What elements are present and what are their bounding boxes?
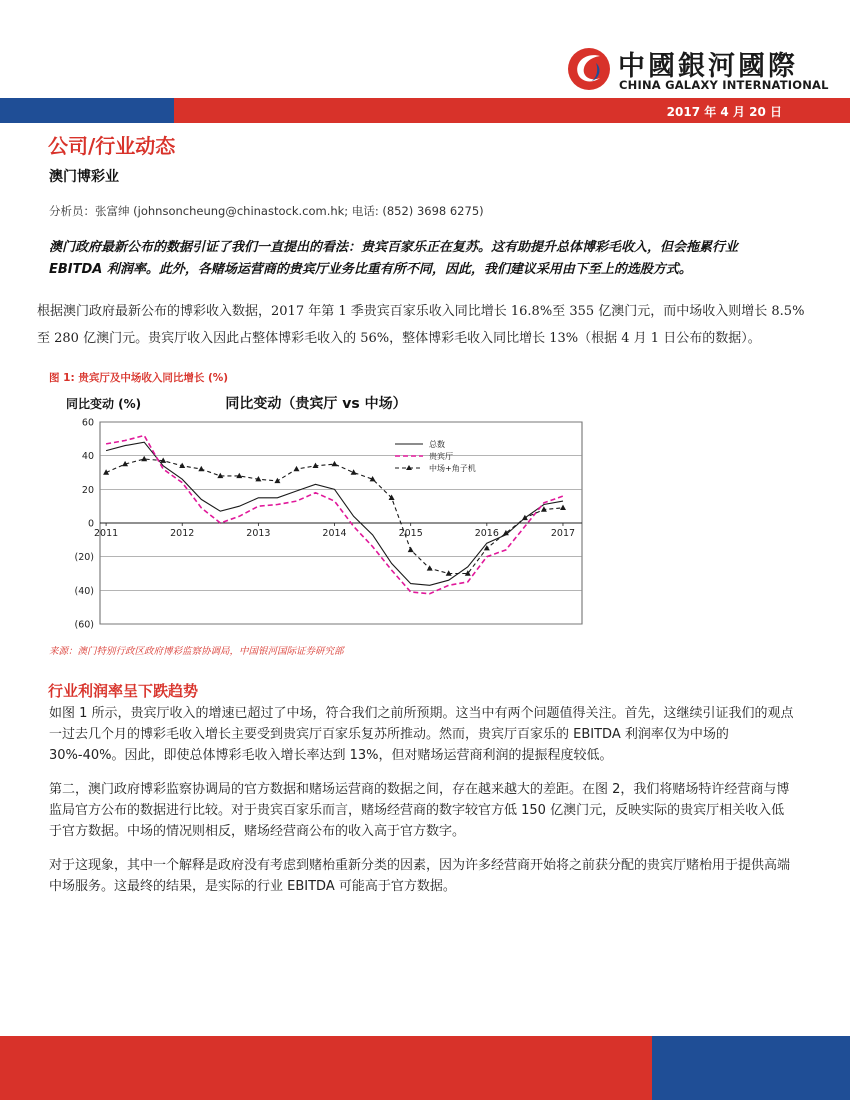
y-tick-label: 20 — [81, 484, 94, 496]
logo-english-name: CHINA GALAXY INTERNATIONAL — [619, 78, 829, 92]
x-tick-label: 2016 — [474, 528, 499, 539]
figure-caption: 图 1: 贵宾厅及中场收入同比增长 (%) — [49, 372, 229, 384]
section-title: 公司/行业动态 — [48, 134, 176, 158]
y-axis-label: 同比变动 (%) — [66, 397, 142, 411]
x-tick-label: 2017 — [550, 528, 576, 539]
intro-paragraph: 根据澳门政府最新公布的博彩收入数据，2017 年第 1 季贵宾百家乐收入同比增长 16.8%至 355 亿澳门元，而中场收入则增长 8.5%至 280 亿澳门元。贵宾厅收入因此占整体博彩毛收入的 56%，整体博彩毛收入同比增长 13%（根据 4 月 1 日公布的数据）。 — [37, 304, 805, 346]
footer-red-bar — [0, 1036, 652, 1100]
x-tick-label: 2011 — [93, 528, 119, 539]
header-blue-bar — [0, 98, 174, 123]
report-date: 2017 年 4 月 20 日 — [666, 105, 782, 119]
yoy-growth-chart — [40, 390, 600, 635]
paragraph-1: 如图 1 所示，贵宾厅收入的增速已超过了中场，符合我们之前所预期。这当中有两个问题值得关注。首先，这继续引证我们的观点一过去几个月的博彩毛收入增长主要受到贵宾厅百家乐复苏所推动。然而，贵宾厅百家乐的 EBITDA 利润率仅为中场的 30%-40%。因此，即使总体博彩毛收入增长率达到 13%，但对赌场运营商利润的提振程度较低。 — [49, 706, 794, 763]
summary-text: 澳门政府最新公布的数据引证了我们一直提出的看法：贵宾百家乐正在复苏。这有助提升总体博彩毛收入，但会拖累行业 EBITDA 利润率。此外，各赌场运营商的贵宾厅业务比重有所不同，因此，我们建议采用由下至上的选股方式。 — [49, 240, 739, 277]
chart-title: 同比变动（贵宾厅 vs 中场） — [225, 396, 407, 412]
paragraph-2: 第二，澳门政府博彩监察协调局的官方数据和赌场运营商的数据之间，存在越来越大的差距。在图 2，我们将赌场特许经营商与博监局官方公布的数据进行比较。对于贵宾百家乐而言，赌场经营商的数字较官方低 150 亿澳门元，反映实际的贵宾厅相关收入低于官方数据。中场的情况则相反，赌场经营商公布的收入高于官方数字。 — [49, 782, 790, 839]
footer-blue-bar — [652, 1036, 850, 1100]
logo-chinese-name: 中國銀河國際 — [618, 51, 798, 82]
x-tick-label: 2012 — [170, 528, 195, 539]
y-tick-label: (20) — [74, 552, 94, 564]
legend-label: 总数 — [429, 440, 445, 449]
paragraph-3: 对于这现象，其中一个解释是政府没有考虑到赌枱重新分类的因素，因为许多经营商开始将之前获分配的贵宾厅赌枱用于提供高端中场服务。这最终的结果，是实际的行业 EBITDA 可能高于官方数据。 — [49, 858, 791, 894]
analyst-contact: 分析员：张富绅 (johnsoncheung@chinastock.com.hk; 电话: (852) 3698 6275) — [49, 204, 484, 218]
legend-label: 贵宾厅 — [429, 452, 453, 461]
x-tick-label: 2015 — [398, 528, 423, 539]
logo-icon — [566, 46, 612, 92]
legend-label: 中场+角子机 — [429, 464, 476, 473]
y-tick-label: (40) — [74, 585, 94, 597]
x-tick-label: 2013 — [246, 528, 271, 539]
y-tick-label: (60) — [74, 619, 94, 631]
figure-source: 来源：澳门特别行政区政府博彩监察协调局，中国银河国际证券研究部 — [49, 646, 344, 657]
x-tick-label: 2014 — [322, 528, 347, 539]
industry-title: 澳门博彩业 — [49, 169, 119, 185]
y-tick-label: 60 — [81, 417, 94, 429]
y-tick-label: 40 — [81, 451, 94, 463]
trend-heading: 行业利润率呈下跌趋势 — [48, 682, 199, 700]
y-tick-label: 0 — [87, 518, 94, 530]
